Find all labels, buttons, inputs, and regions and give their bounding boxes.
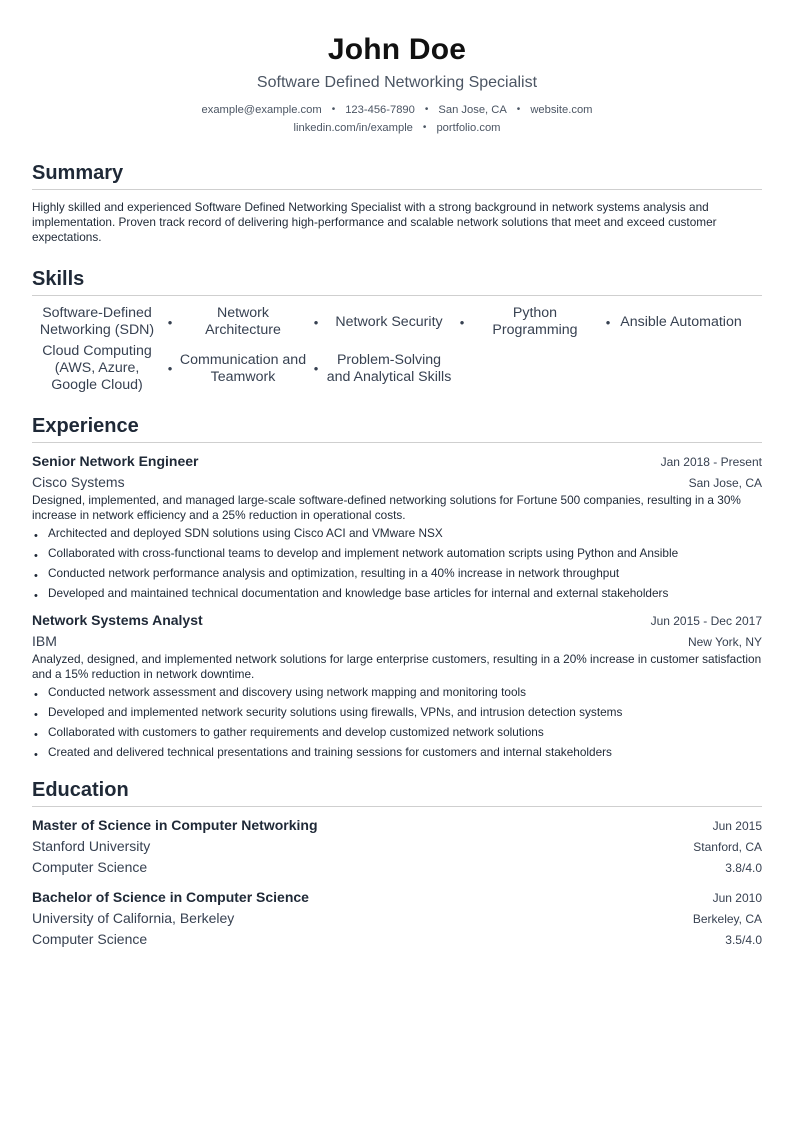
contact-phone: 123-456-7890 <box>345 104 415 116</box>
skill-item: Python Programming <box>492 305 578 338</box>
bullet-dot: • <box>34 729 38 741</box>
experience-heading: Experience <box>32 414 762 443</box>
skill-item: Network Architecture <box>205 305 281 338</box>
education-location: Berkeley, CA <box>692 912 762 926</box>
job-title: Senior Network Engineer <box>32 453 199 469</box>
list-item <box>32 705 762 720</box>
bullet-text: Collaborated with cross-functional teams to develop and implement network automation scripts using Python and Ansible <box>48 546 679 560</box>
job-description: Analyzed, designed, and implemented network solutions for large enterprise customers, resulting in a 20% increase in customer satisfaction and a 15% reduction in network downtime. <box>32 652 762 681</box>
contact-linkedin[interactable]: linkedin.com/in/example <box>293 122 413 134</box>
job-company: IBM <box>32 633 57 649</box>
resume-page <box>32 0 762 948</box>
education-gpa: 3.8/4.0 <box>725 861 762 875</box>
list-item <box>32 685 762 700</box>
list-item <box>32 586 762 601</box>
contact-separator: • <box>516 104 521 115</box>
candidate-title: Software Defined Networking Specialist <box>256 74 538 91</box>
skill-separator: • <box>459 314 465 330</box>
summary-heading: Summary <box>32 161 762 190</box>
bullet-text: Conducted network assessment and discovery using network mapping and monitoring tools <box>48 685 527 699</box>
bullet-text: Created and delivered technical presentations and training sessions for customers and internal stakeholders <box>48 745 612 759</box>
skills-row-2 <box>32 343 762 394</box>
bullet-text: Developed and implemented network security solutions using firewalls, VPNs, and intrusion detection systems <box>48 705 623 719</box>
education-date: Jun 2010 <box>712 891 762 905</box>
education-school-row <box>32 909 762 927</box>
skills-grid <box>32 305 762 394</box>
contact-separator: • <box>331 104 336 115</box>
education-degree: Master of Science in Computer Networking <box>32 817 318 833</box>
education-field: Computer Science <box>32 931 148 947</box>
education-section <box>32 778 762 948</box>
job-entry <box>32 452 762 601</box>
education-entry <box>32 888 762 948</box>
contact-location: San Jose, CA <box>438 104 507 116</box>
list-item <box>32 526 762 541</box>
summary-section <box>32 161 762 245</box>
education-gpa: 3.5/4.0 <box>725 933 762 947</box>
bullet-dot: • <box>34 530 38 542</box>
list-item <box>32 725 762 740</box>
bullet-dot: • <box>34 689 38 701</box>
skill-separator: • <box>167 361 173 376</box>
job-subheader <box>32 473 762 491</box>
education-field-row <box>32 858 762 876</box>
education-entry <box>32 816 762 876</box>
bullet-dot: • <box>34 590 38 602</box>
skills-row-1 <box>32 305 762 339</box>
bullet-text: Conducted network performance analysis and optimization, resulting in a 40% increase in network throughput <box>48 566 620 580</box>
education-degree: Bachelor of Science in Computer Science <box>32 889 309 905</box>
job-dates: Jan 2018 - Present <box>660 455 762 469</box>
bullet-dot: • <box>34 709 38 721</box>
education-heading: Education <box>32 778 762 807</box>
education-field: Computer Science <box>32 859 148 875</box>
education-school-row <box>32 837 762 855</box>
job-bullets <box>32 526 762 601</box>
skill-item: Communication and Teamwork <box>179 351 307 385</box>
experience-section <box>32 414 762 760</box>
education-header <box>32 888 762 906</box>
contact-email: example@example.com <box>201 104 322 116</box>
bullet-text: Collaborated with customers to gather requirements and develop customized network solutions <box>48 725 544 739</box>
bullet-text: Developed and maintained technical documentation and knowledge base articles for internal and external stakeholders <box>48 586 669 600</box>
bullet-text: Architected and deployed SDN solutions using Cisco ACI and VMware NSX <box>48 526 443 540</box>
skill-item: Cloud Computing (AWS, Azure, Google Cloud) <box>42 343 152 393</box>
contact-row-2 <box>32 119 762 137</box>
contact-website[interactable]: website.com <box>530 104 593 116</box>
summary-text: Highly skilled and experienced Software Defined Networking Specialist with a strong background in network systems analysis and implementation. Proven track record of delivering high-performance and scalable network solutions that meet and exceed customer expectations. <box>32 200 717 244</box>
list-item <box>32 546 762 561</box>
contact-separator: • <box>424 104 429 115</box>
skill-separator: • <box>605 314 611 330</box>
contact-separator: • <box>422 122 427 133</box>
job-header <box>32 611 762 629</box>
bullet-dot: • <box>34 749 38 761</box>
education-date: Jun 2015 <box>712 819 762 833</box>
education-location: Stanford, CA <box>693 840 762 854</box>
bullet-dot: • <box>34 550 38 562</box>
skill-separator: • <box>313 314 319 330</box>
job-description: Designed, implemented, and managed large-scale software-defined networking solutions for Fortune 500 companies, resulting in a 30% increase in network efficiency and a 25% reduction in operational costs. <box>32 493 741 522</box>
education-school: Stanford University <box>32 838 151 854</box>
skill-item: Problem-Solving and Analytical Skills <box>326 351 452 385</box>
skills-section <box>32 267 762 394</box>
job-subheader <box>32 632 762 650</box>
skill-item: Network Security <box>335 313 443 330</box>
skills-heading: Skills <box>32 267 762 296</box>
skill-item: Software-Defined Networking (SDN) <box>39 305 155 338</box>
job-location: San Jose, CA <box>688 476 762 490</box>
skill-separator: • <box>313 361 319 376</box>
resume-header <box>32 0 762 137</box>
job-location: New York, NY <box>687 635 762 649</box>
job-entry <box>32 611 762 760</box>
education-school: University of California, Berkeley <box>32 910 235 926</box>
job-title: Network Systems Analyst <box>32 612 203 628</box>
job-dates: Jun 2015 - Dec 2017 <box>650 614 762 628</box>
candidate-name: John Doe <box>327 33 467 66</box>
contact-row-1 <box>32 101 762 119</box>
list-item <box>32 566 762 581</box>
education-field-row <box>32 930 762 948</box>
job-bullets <box>32 685 762 760</box>
skill-item: Ansible Automation <box>620 313 742 330</box>
bullet-dot: • <box>34 570 38 582</box>
job-company: Cisco Systems <box>32 474 125 490</box>
contact-portfolio[interactable]: portfolio.com <box>436 122 501 134</box>
education-header <box>32 816 762 834</box>
list-item <box>32 745 762 760</box>
skill-separator: • <box>167 314 173 330</box>
job-header <box>32 452 762 470</box>
